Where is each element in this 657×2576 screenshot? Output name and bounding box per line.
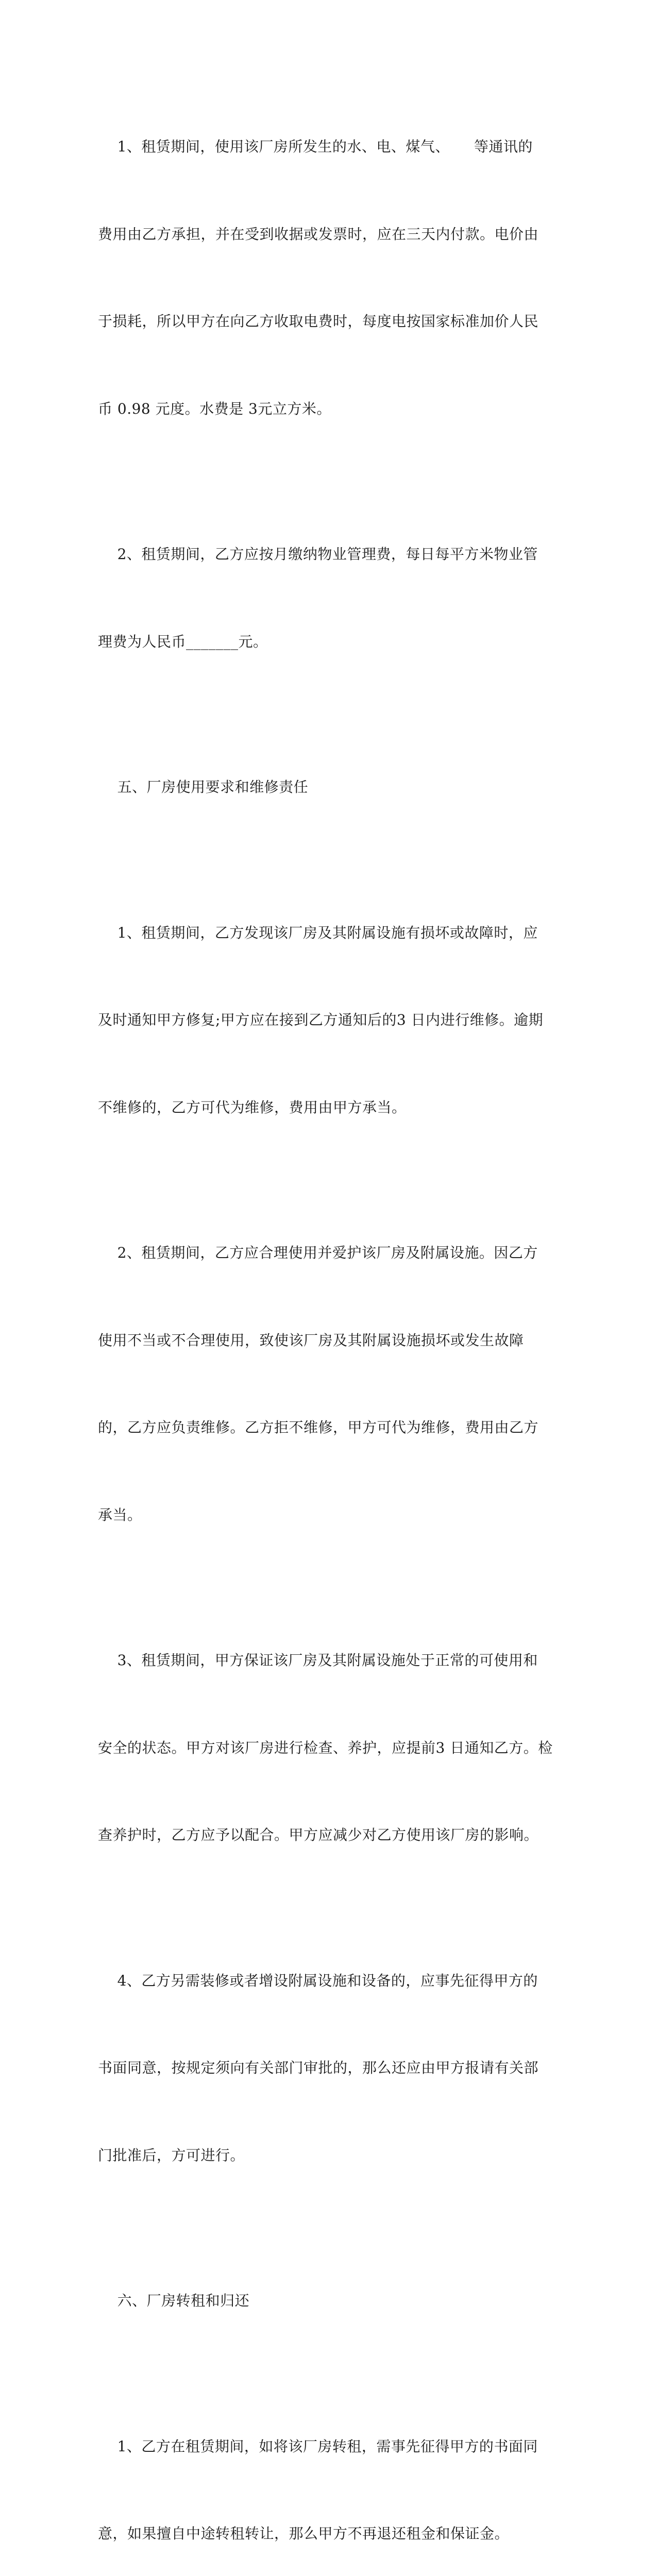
text-line: 及时通知甲方修复;甲方应在接到乙方通知后的3 日内进行维修。逾期 bbox=[98, 1006, 557, 1035]
text-line: 币 0.98 元度。水费是 3元立方米。 bbox=[98, 395, 557, 424]
clause-utilities-fees bbox=[98, 74, 557, 482]
text-line: 书面同意，按规定须向有关部门审批的，那么还应由甲方报请有关部 bbox=[98, 2054, 557, 2083]
text-line: 安全的状态。甲方对该厂房进行检查、养护，应提前3 日通知乙方。检 bbox=[98, 1734, 557, 1763]
section-heading: 五、厂房使用要求和维修责任 bbox=[98, 773, 557, 802]
clause-safety-inspection bbox=[98, 1588, 557, 1908]
clause-property-fee bbox=[98, 482, 557, 715]
document-body bbox=[98, 74, 557, 2576]
clause-sublease bbox=[98, 2374, 557, 2576]
text-line: 的，乙方应负责维修。乙方拒不维修，甲方可代为维修，费用由乙方 bbox=[98, 1413, 557, 1443]
section-heading: 六、厂房转租和归还 bbox=[98, 2286, 557, 2316]
text-line: 1、租赁期间，使用该厂房所发生的水、电、煤气、 等通讯的 bbox=[98, 132, 557, 162]
clause-renovation bbox=[98, 1908, 557, 2229]
text-line: 意，如果擅自中途转租转让，那么甲方不再退还租金和保证金。 bbox=[98, 2519, 557, 2549]
text-line: 1、乙方在租赁期间，如将该厂房转租，需事先征得甲方的书面同 bbox=[98, 2432, 557, 2462]
clause-proper-use bbox=[98, 1180, 557, 1588]
text-line: 理费为人民币_______元。 bbox=[98, 628, 557, 657]
text-line: 3、租赁期间，甲方保证该厂房及其附属设施处于正常的可使用和 bbox=[98, 1646, 557, 1675]
text-line: 承当。 bbox=[98, 1501, 557, 1530]
section-heading-5 bbox=[98, 715, 557, 860]
text-line: 于损耗，所以甲方在向乙方收取电费时，每度电按国家标准加价人民 bbox=[98, 307, 557, 336]
text-line: 2、租赁期间，乙方应按月缴纳物业管理费，每日每平方米物业管 bbox=[98, 540, 557, 569]
clause-repair-notice bbox=[98, 860, 557, 1181]
text-line: 4、乙方另需装修或者增设附属设施和设备的，应事先征得甲方的 bbox=[98, 1967, 557, 1996]
text-line: 不维修的，乙方可代为维修，费用由甲方承当。 bbox=[98, 1093, 557, 1123]
document-page bbox=[0, 0, 657, 850]
text-line: 1、租赁期间，乙方发现该厂房及其附属设施有损坏或故障时，应 bbox=[98, 919, 557, 948]
text-line: 费用由乙方承担，并在受到收据或发票时，应在三天内付款。电价由 bbox=[98, 220, 557, 249]
text-line: 使用不当或不合理使用，致使该厂房及其附属设施损坏或发生故障 bbox=[98, 1326, 557, 1355]
text-line: 门批准后，方可进行。 bbox=[98, 2141, 557, 2171]
section-heading-6 bbox=[98, 2228, 557, 2374]
text-line: 2、租赁期间，乙方应合理使用并爱护该厂房及附属设施。因乙方 bbox=[98, 1239, 557, 1268]
text-line: 查养护时，乙方应予以配合。甲方应减少对乙方使用该厂房的影响。 bbox=[98, 1821, 557, 1850]
